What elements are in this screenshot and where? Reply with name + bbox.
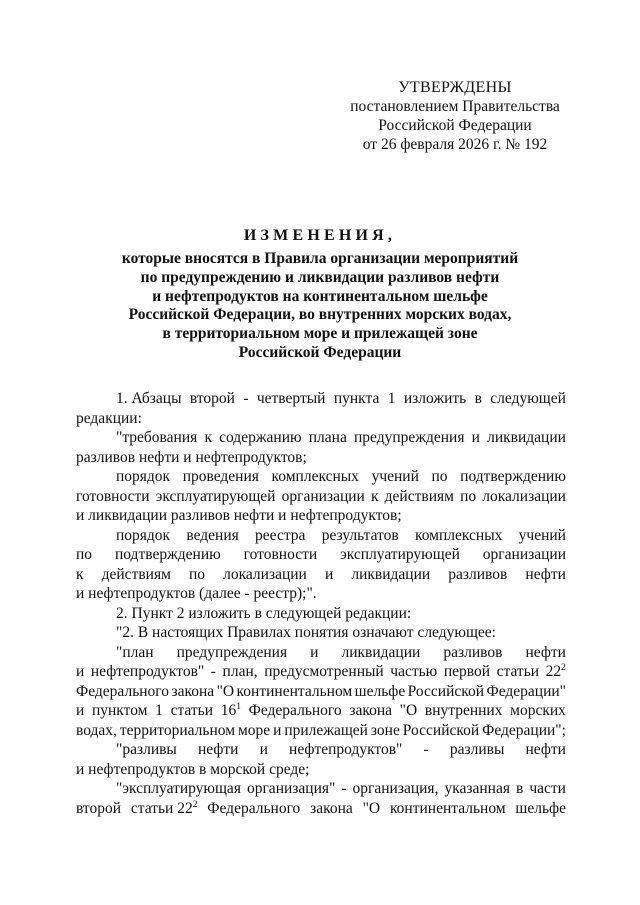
word: ликвидации [487,429,566,446]
word: "требования [116,429,198,446]
word: закона [171,682,215,700]
word: Российской [407,682,485,700]
subtitle-line: Российской Федерации [238,343,402,361]
word: статьи [170,702,214,719]
word: прилежащей [284,721,368,739]
word: частью [390,663,438,680]
word: по [188,565,206,583]
word: Федерации"; [482,721,566,739]
text-line [76,448,566,468]
word: статьи [496,663,540,680]
word: пункта [333,390,380,407]
word: море [237,721,271,739]
text-line [76,584,566,604]
word: результатов [321,526,399,544]
word: Федерального [207,799,301,817]
word: 1. Абзацы [116,390,182,407]
word: следующей [490,390,566,407]
text-line [76,545,566,565]
word: "эксплуатирующая [116,780,241,797]
word: предупреждения [176,643,288,661]
word: учений [371,468,419,485]
word: в [474,390,482,407]
word: "разливы [116,741,177,758]
superscript: 2 [561,663,566,673]
word: нефти [525,643,566,661]
word: предупреждения [354,429,465,446]
word: 1 [155,702,163,719]
text-line [76,799,566,819]
approval-date-number: от 26 февраля 2026 г. № 192 [362,136,548,153]
word: второй [189,390,235,407]
word: шельфе [515,799,566,817]
text-line [76,467,566,487]
word: изложить [403,390,467,407]
superscript: 1 [236,702,241,712]
word: - [341,780,347,797]
word: разливы [449,741,505,758]
text-line [76,721,566,741]
word: редакции: [76,409,142,427]
word: пунктом [91,702,148,719]
word: готовности [76,487,150,505]
word: к [370,487,379,505]
word: закона [349,702,392,719]
subtitle-line: Российской Федерации, во внутренних морских водах, [128,306,512,324]
word: морских [510,702,566,719]
approval-line-2: Российской Федерации [378,117,532,134]
subtitle-line: которые вносятся в Правила организации мероприятий [121,250,519,267]
word: к [204,429,212,446]
word: реестра [255,526,306,544]
article-number: $16^1$ [220,702,241,719]
text-line [76,506,566,526]
text-line [76,604,566,624]
word: четвертый [256,390,326,407]
text-line [76,526,566,546]
word: и [76,663,85,680]
word: комплексных [414,526,503,544]
word: и [273,721,282,739]
word: действиям [101,565,171,583]
word: - [243,390,249,407]
word: и [324,565,334,583]
word: и ликвидации разливов нефти и нефтепродуктов; [76,507,402,524]
word: порядок [116,468,171,485]
text-line [76,409,566,429]
word: первой [443,663,491,680]
text-line [76,487,566,507]
word: по [76,546,93,563]
article-number: $22^2$ [545,663,566,680]
word: ведения [186,526,239,544]
word: ликвидации [351,565,431,583]
word: "О [399,702,418,719]
word: зоне [370,721,400,739]
word: локализации [223,565,307,583]
word: локализации [482,487,566,505]
word: по [431,468,448,485]
word: предусмотренный [264,663,384,680]
superscript: 2 [192,799,198,810]
word: части [529,780,566,797]
subtitle-line: в территориальном море и прилежащей зоне [162,325,478,343]
word: готовности [243,546,318,563]
text-line [76,643,566,663]
text-line [76,623,566,643]
word: Федерации" [486,682,566,700]
word: план, [222,663,258,680]
text-line [76,682,566,702]
word: и нефтепродуктов в морской среде; [76,760,310,778]
word: континентальном [389,799,506,817]
word: - [423,741,429,758]
word: и [76,702,85,719]
word: организации [482,546,566,563]
word: организация, [352,780,439,797]
word: действиям [384,487,454,505]
word: Российской [402,721,480,739]
word: и [259,741,268,758]
word: и [471,429,480,446]
subtitle-line: по предупреждению и ликвидации разливов нефти [140,268,500,286]
text-line [76,779,566,799]
word: разливов нефти и нефтепродуктов; [76,448,307,466]
text-line [76,701,566,721]
word: 2. Пункт 2 изложить в следующей редакции: [116,604,412,622]
approval-block [330,78,580,154]
word: указанная [444,780,510,797]
word: по [460,487,477,505]
word: второй [76,799,122,817]
word: "О [362,799,381,817]
text-line [76,428,566,448]
word: в [515,780,524,797]
word: "О [216,682,235,700]
word: шельфе [354,682,406,700]
word: к [76,565,84,583]
word: нефти [197,741,239,758]
word: эксплуатирующей [340,546,460,563]
word: подтверждению [114,546,221,563]
text-line [76,565,566,585]
word: Федерального [248,702,342,719]
word: нефти [525,741,566,758]
word: подтверждению [460,468,566,485]
word: 1 [387,390,396,407]
word: статьи $22^2$ [130,799,198,817]
word: и нефтепродуктов (далее - реестр);". [76,585,317,602]
word: комплексных [271,468,359,485]
subtitle-line: и нефтепродуктов на континентальном шельфе [152,287,488,305]
word: плана [308,429,347,446]
word: организация" [246,780,336,797]
document-subtitle [60,250,580,363]
approved-heading: УТВЕРЖДЕНЫ [398,79,512,96]
word: "план [116,643,154,661]
text-line [76,662,566,682]
word: нефтепродуктов" [289,741,403,758]
document-body [76,389,566,818]
word: - [210,663,216,680]
word: Федерального [76,682,170,700]
word: водах, [76,721,117,739]
word: порядок [116,526,171,544]
word: и [310,643,319,661]
text-line [76,760,566,780]
word: территориальном [119,721,236,739]
word: нефтепродуктов" [90,663,205,680]
document-title: ИЗМЕНЕНИЯ, [243,227,397,244]
text-line [76,389,566,409]
word: эксплуатирующей [155,487,276,505]
word: учений [518,526,566,544]
approval-line-1: постановлением Правительства [350,98,560,115]
word: закона [310,799,353,817]
word: "2. В настоящих Правилах понятия означают следующее: [116,624,496,641]
word: содержанию [219,429,302,446]
word: ликвидации [341,643,421,661]
word: внутренних [424,702,503,719]
word: разливов [448,565,508,583]
word: континентальном [236,682,353,700]
word: организации [281,487,365,505]
word: нефти [525,565,566,583]
word: разливов [443,643,503,661]
text-line [76,740,566,760]
word: проведения [182,468,259,485]
